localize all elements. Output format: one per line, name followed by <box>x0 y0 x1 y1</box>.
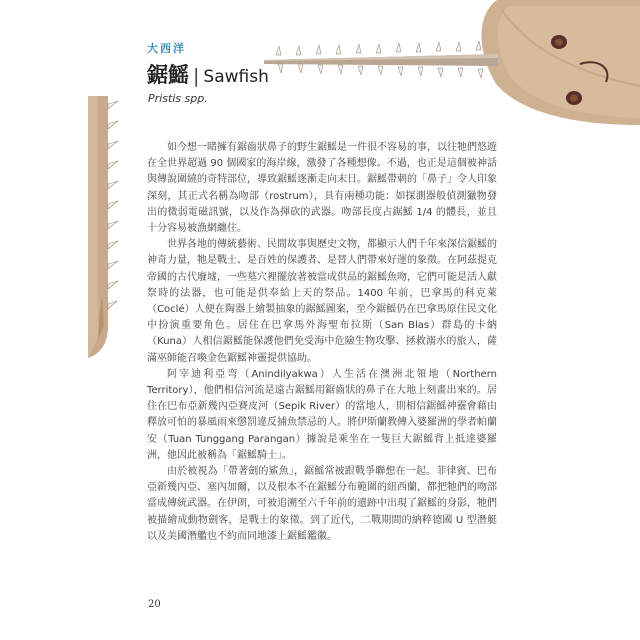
page-number: 20 <box>148 599 161 610</box>
region-label: 大西洋 <box>147 42 186 55</box>
title-separator: | <box>193 65 200 87</box>
paragraph: 阿宰迪利亞弯（Anindilyakwa）人生活在澳洲北領地（Northern Territory），他們相信河流是遠古鋸鰩用鋸齒狀的鼻子在大地上刻畫出來的。居住在巴布亞新幾內亞賽皮河（Sepik River）的當地人，則相信鋸鰩神靈會藉由釋放可怕的暴風雨來懲罰違反捕魚禁忌的人。將伊斯蘭教傳入婆羅洲的學者帕蘭安（Tuan Tunggang Parangan）據說是乘坐在一隻巨大鋸鰩背上抵達婆羅洲，他因此被稱為「鋸鰩騎士」。 <box>147 368 497 461</box>
species-title <box>147 59 269 89</box>
article-body <box>147 140 497 545</box>
paragraph: 由於被視為「帶著劍的鯊魚」，鋸鰩常被跟戰爭聯想在一起。菲律賓、巴布亞新幾內亞、塞內加爾，以及根本不在鋸鰩分布範圍的紐西蘭，都把牠們的吻部當成傳統武器。在伊朗，可被追溯至六千年前的遺跡中出現了鋸鰩的身影，牠們被描繪成動物劍客，是戰士的象徵。到了近代，二戰期間的納粹德國 U 型潛艇以及美國潛艦也不約而同地漆上鋸鰩鑑徽。 <box>147 466 497 542</box>
title-chinese: 鋸鰩 <box>147 63 189 87</box>
scientific-name: Pristis spp. <box>148 92 208 105</box>
sawfish-head-illustration <box>262 0 640 125</box>
paragraph: 如今想一睹擁有鋸齒狀鼻子的野生鋸鰩是一件很不容易的事，以往牠們悠遊在全世界超過 90 個國家的海岸線，激發了各種想像。不過，也正是這個被神話與傳說圍繞的奇特部位，導致鋸鰩逐漸走向末日。鋸鰩帶刺的「鼻子」令人印象深刻，其正式名稱為吻部（rostrum），具有兩種功能：如探測器般偵測獵物發出的微弱電磁訊號，以及作為揮砍的武器。吻部長度占鋸鰩 1/4 的體長，並且十分容易被漁網纏住。 <box>147 142 497 235</box>
paragraph: 世界各地的傳統藝術、民間故事與歷史文物，都顯示人們千年來深信鋸鰩的神奇力量，牠是戰士、是百姓的保護者、是替人們帶來好運的象徵。在阿茲提克帝國的古代廢墟，一些墓穴裡擺放著被當成供品的鋸鰩魚吻，它們可能是活人獻祭時的法器，也可能是供奉給上天的祭品。1400 年前，巴拿馬的科克萊（Coclé）人便在陶器上繪製抽象的鋸鰩圖案，至今鋸鰩仍在巴拿馬原住民文化中扮演重要角色。居住在巴拿馬外海聖布拉斯（San Blas）群島的卡納（Kuna）人相信鋸鰩能保護他們免受海中危險生物攻擊、拯救溺水的旅人，薩滿巫師能召喚金色鋸鰩神靈提供協助。 <box>147 239 497 364</box>
title-english: Sawfish <box>203 67 269 87</box>
sawfish-rostrum-illustration <box>88 96 136 358</box>
